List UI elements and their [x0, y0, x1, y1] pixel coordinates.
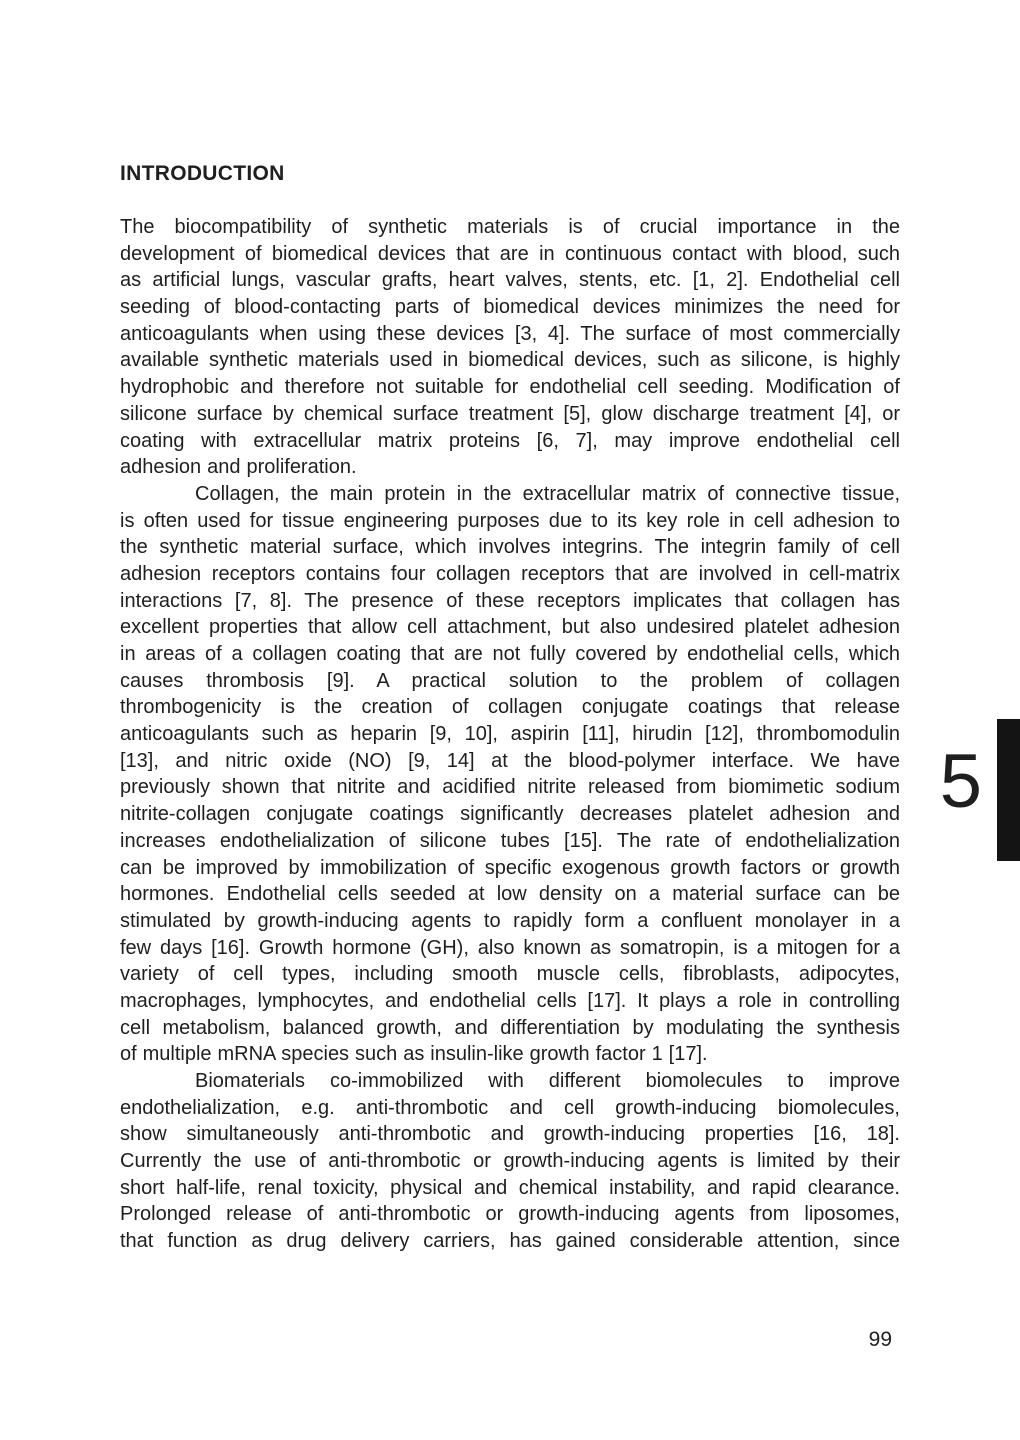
body-text: [120, 214, 900, 1255]
text-line: seeding of blood-contacting parts of biomedical devices minimizes the need for: [120, 296, 900, 319]
page-number: 99: [868, 1328, 892, 1351]
paragraph: [120, 481, 900, 1068]
text-line: that function as drug delivery carriers, has gained considerable attention, since: [120, 1230, 900, 1253]
text-line: the synthetic material surface, which involves integrins. The integrin family of cell: [120, 536, 900, 559]
text-line: Currently the use of anti-thrombotic or growth-inducing agents is limited by their: [120, 1150, 900, 1173]
text-line: of multiple mRNA species such as insulin-like growth factor 1 [17].: [120, 1043, 708, 1066]
chapter-number: 5: [939, 739, 982, 824]
text-line: anticoagulants such as heparin [9, 10], aspirin [11], hirudin [12], thrombomodulin: [120, 723, 900, 746]
text-line: macrophages, lymphocytes, and endothelial cells [17]. It plays a role in controlling: [120, 989, 900, 1012]
text-line: in areas of a collagen coating that are not fully covered by endothelial cells, which: [120, 643, 900, 665]
text-line: anticoagulants when using these devices [3, 4]. The surface of most commercially: [120, 322, 900, 345]
text-line: development of biomedical devices that are in continuous contact with blood, such: [120, 242, 900, 265]
text-line: Collagen, the main protein in the extracellular matrix of connective tissue,: [195, 482, 900, 505]
chapter-tab-bar: [997, 719, 1020, 861]
text-block: [120, 160, 900, 1255]
text-line: can be improved by immobilization of specific exogenous growth factors or growth: [120, 856, 900, 879]
text-line: stimulated by growth-inducing agents to rapidly form a confluent monolayer in a: [120, 909, 900, 932]
paragraph: [120, 214, 900, 481]
heading-spacer: [120, 187, 900, 214]
text-line: show simultaneously anti-thrombotic and growth-inducing properties [16, 18].: [120, 1123, 900, 1146]
text-line: increases endothelialization of silicone tubes [15]. The rate of endothelialization: [120, 829, 900, 852]
text-line: previously shown that nitrite and acidified nitrite released from biomimetic sodium: [120, 776, 900, 799]
text-line: interactions [7, 8]. The presence of these receptors implicates that collagen has: [120, 589, 900, 612]
text-line: is often used for tissue engineering purposes due to its key role in cell adhesion to: [120, 509, 900, 532]
text-line: hormones. Endothelial cells seeded at low density on a material surface can be: [120, 883, 900, 906]
text-line: short half-life, renal toxicity, physical and chemical instability, and rapid clearance.: [120, 1176, 900, 1199]
text-line: cell metabolism, balanced growth, and differentiation by modulating the synthesis: [120, 1016, 900, 1039]
text-line: nitrite-collagen conjugate coatings significantly decreases platelet adhesion and: [120, 803, 900, 826]
text-line: as artificial lungs, vascular grafts, heart valves, stents, etc. [1, 2]. Endothelial cell: [120, 269, 900, 292]
text-line: Prolonged release of anti-thrombotic or growth-inducing agents from liposomes,: [120, 1203, 900, 1226]
text-line: The biocompatibility of synthetic materials is of crucial importance in the: [120, 216, 900, 238]
text-line: [13], and nitric oxide (NO) [9, 14] at the blood-polymer interface. We have: [120, 749, 900, 772]
text-line: adhesion and proliferation.: [120, 456, 357, 479]
text-line: causes thrombosis [9]. A practical solution to the problem of collagen: [120, 669, 900, 692]
text-line: silicone surface by chemical surface treatment [5], glow discharge treatment [4], or: [120, 402, 900, 425]
text-line: excellent properties that allow cell attachment, but also undesired platelet adhesion: [120, 616, 900, 639]
text-line: few days [16]. Growth hormone (GH), also known as somatropin, is a mitogen for a: [120, 936, 900, 959]
text-line: variety of cell types, including smooth muscle cells, fibroblasts, adipocytes,: [120, 963, 900, 986]
text-line: endothelialization, e.g. anti-thrombotic and cell growth-inducing biomolecules,: [120, 1096, 900, 1119]
text-line: adhesion receptors contains four collagen receptors that are involved in cell-matrix: [120, 562, 900, 585]
paragraph: [120, 1068, 900, 1255]
text-line: hydrophobic and therefore not suitable for endothelial cell seeding. Modification of: [120, 376, 900, 399]
text-line: coating with extracellular matrix proteins [6, 7], may improve endothelial cell: [120, 429, 900, 452]
text-line: available synthetic materials used in biomedical devices, such as silicone, is highly: [120, 349, 900, 372]
section-heading: INTRODUCTION: [120, 162, 285, 185]
text-line: thrombogenicity is the creation of collagen conjugate coatings that release: [120, 696, 900, 719]
text-line: Biomaterials co-immobilized with different biomolecules to improve: [195, 1070, 900, 1092]
